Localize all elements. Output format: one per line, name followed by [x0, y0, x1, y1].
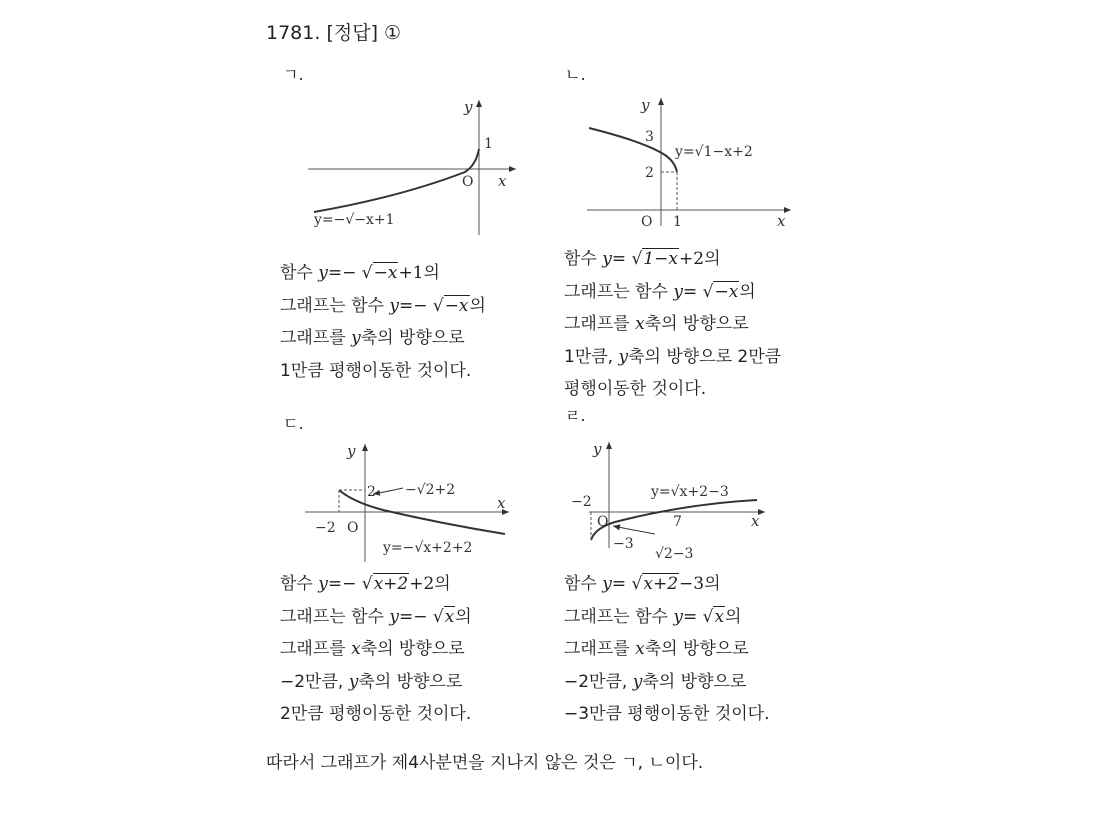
- curve-b: [589, 128, 677, 172]
- section-d-label: ㄹ.: [565, 406, 586, 425]
- tick-2: 2: [645, 165, 654, 181]
- section-a-explanation: [280, 257, 486, 387]
- line-4: −2만큼, y축의 방향으로: [564, 671, 747, 692]
- curve-label: y=−√−x+1: [314, 212, 395, 228]
- line-4: 1만큼, y축의 방향으로 2만큼: [564, 346, 782, 367]
- line-2: 그래프는 함수 y=− √x의: [280, 606, 472, 627]
- x-axis-label: x: [751, 512, 760, 530]
- origin-label: O: [641, 214, 653, 230]
- x-axis-label: x: [498, 172, 507, 190]
- tick-7: 7: [673, 514, 682, 530]
- y-axis-label: y: [347, 442, 356, 460]
- section-c-explanation: [280, 568, 472, 731]
- section-d-explanation: [564, 568, 770, 731]
- line-5: 2만큼 평행이동한 것이다.: [280, 704, 472, 724]
- x-axis-label: x: [497, 494, 506, 512]
- line-2: 그래프는 함수 y= √x의: [564, 606, 742, 627]
- y-axis-label: y: [641, 96, 650, 114]
- graph-c: [303, 438, 518, 566]
- problem-number: 1781.: [266, 22, 321, 44]
- graph-d: [571, 436, 775, 566]
- line-4: −2만큼, y축의 방향으로: [280, 671, 463, 692]
- tick-neg2: −2: [315, 520, 336, 536]
- annotation-arrow: [613, 526, 655, 534]
- section-a-label: ㄱ.: [283, 65, 304, 84]
- tick-neg3: −3: [613, 536, 634, 552]
- line-3: 그래프를 x축의 방향으로: [564, 639, 749, 659]
- line-5: 평행이동한 것이다.: [564, 379, 707, 399]
- section-b-explanation: [564, 243, 781, 406]
- y-axis-label: y: [593, 440, 602, 458]
- origin-label: O: [597, 514, 609, 530]
- curve-label: y=√x+2−3: [651, 484, 729, 500]
- problem-header: [266, 18, 401, 45]
- line-3: 그래프를 y축의 방향으로: [280, 328, 465, 348]
- line-2: 그래프는 함수 y= √−x의: [564, 281, 756, 302]
- y-axis-label: y: [464, 98, 473, 116]
- annotation-arrow: [373, 488, 403, 494]
- section-c-label: ㄷ.: [283, 414, 304, 433]
- annotation-label: −√2+2: [405, 482, 456, 498]
- tick-3: 3: [645, 129, 654, 145]
- line-3: 그래프를 x축의 방향으로: [564, 314, 749, 334]
- line-1: 함수 y= √1−x+2의: [564, 249, 721, 269]
- tick-1: 1: [484, 136, 493, 152]
- line-2: 그래프는 함수 y=− √−x의: [280, 295, 486, 316]
- tick-neg2: −2: [571, 494, 592, 510]
- annotation-label: √2−3: [655, 546, 694, 562]
- conclusion: 따라서 그래프가 제4사분면을 지나지 않은 것은 ㄱ, ㄴ이다.: [266, 753, 704, 773]
- graph-a: [300, 92, 525, 242]
- line-1: 함수 y= √x+2−3의: [564, 574, 721, 594]
- line-1: 함수 y=− √−x+1의: [280, 263, 440, 283]
- line-4: 1만큼 평행이동한 것이다.: [280, 360, 472, 381]
- graph-b: [585, 92, 800, 234]
- origin-label: O: [462, 174, 474, 190]
- curve-label: y=−√x+2+2: [383, 540, 473, 556]
- curve-a: [314, 149, 479, 212]
- curve-label: y=√1−x+2: [675, 144, 753, 160]
- x-axis-label: x: [777, 212, 786, 230]
- tick-2: 2: [367, 484, 376, 500]
- section-b-label: ㄴ.: [565, 65, 586, 84]
- line-3: 그래프를 x축의 방향으로: [280, 639, 465, 659]
- line-1: 함수 y=− √x+2+2의: [280, 574, 451, 594]
- line-5: −3만큼 평행이동한 것이다.: [564, 704, 770, 724]
- origin-label: O: [347, 520, 359, 536]
- tick-1: 1: [673, 214, 682, 230]
- answer-label: [정답] ①: [326, 22, 402, 44]
